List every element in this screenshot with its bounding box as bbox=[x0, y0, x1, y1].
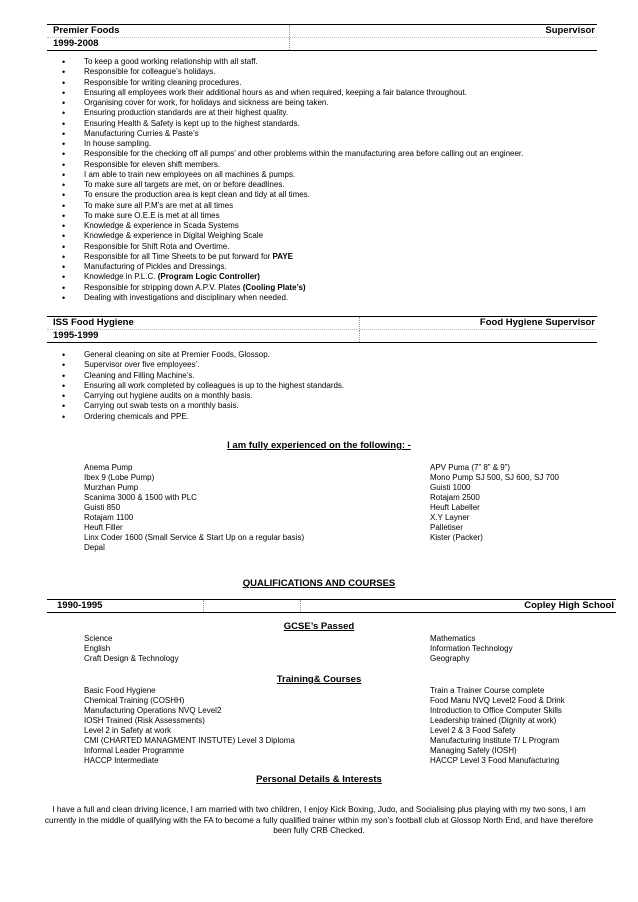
right-item: Information Technology bbox=[430, 644, 513, 653]
duty-item: • Responsible for the checking off all pumps’ and other problems within the manufacturing area before calling out an engineer. bbox=[62, 149, 523, 159]
left-item: Rotajam 1100 bbox=[84, 513, 134, 522]
list-item bbox=[84, 696, 584, 706]
list-item bbox=[84, 493, 584, 503]
left-item: CMI (CHARTED MANAGMENT INSTUTE) Level 3 Diploma bbox=[84, 736, 295, 745]
list-item bbox=[84, 473, 584, 483]
duty-item: • Responsible for stripping down A.P.V. Plates (Cooling Plate’s) bbox=[62, 283, 523, 293]
left-item: Guisti 850 bbox=[84, 503, 121, 512]
duty-item: • Ensuring all work completed by colleagues is up to the highest standards. bbox=[62, 381, 344, 391]
right-item: HACCP Level 3 Food Manufacturing bbox=[430, 756, 560, 765]
left-item: Linx Coder 1600 (Small Service & Start Up on a regular basis) bbox=[84, 533, 305, 542]
right-item: Mathematics bbox=[430, 634, 476, 643]
list-item bbox=[84, 716, 584, 726]
duty-item: • Carrying out hygiene audits on a monthly basis. bbox=[62, 391, 344, 401]
duty-item: • Responsible for colleague’s holidays. bbox=[62, 67, 523, 77]
list-item bbox=[84, 634, 584, 644]
left-item: Level 2 in Safety at work bbox=[84, 726, 172, 735]
right-item: Train a Trainer Course complete bbox=[430, 686, 545, 695]
duty-item: • To make sure all targets are met, on or before deadlines. bbox=[62, 180, 523, 190]
job-header-iss-food-hygiene bbox=[47, 316, 597, 343]
left-item: English bbox=[84, 644, 111, 653]
left-item: Manufacturing Operations NVQ Level2 bbox=[84, 706, 222, 715]
list-item bbox=[84, 523, 584, 533]
personal-text: I have a full and clean driving licence, I am married with two children, I enjoy Kick Boxing, Judo, and Socialising plus playing with my two sons, I am currently in the middle of qualifying with the FA to become a fully qualified trainer within my son’s football club at Glossop North End, and have therefore been fully CRB Checked. bbox=[44, 805, 594, 835]
duty-item: • To make sure O.E.E is met at all times bbox=[62, 211, 523, 221]
left-item: IOSH Trained (Risk Assessments) bbox=[84, 716, 205, 725]
duty-item: • Cleaning and Filling Machine’s. bbox=[62, 371, 344, 381]
left-item: HACCP Intermediate bbox=[84, 756, 159, 765]
list-item bbox=[84, 533, 584, 543]
school-years: 1990-1995 bbox=[47, 600, 204, 612]
duty-item: • Responsible for writing cleaning procedures. bbox=[62, 78, 523, 88]
qualifications-heading: QUALIFICATIONS AND COURSES bbox=[242, 578, 396, 589]
job-header-premier-foods bbox=[47, 24, 597, 51]
school-header bbox=[47, 599, 616, 613]
list-item bbox=[84, 686, 584, 696]
experience-heading: I am fully experienced on the following: - bbox=[227, 440, 411, 451]
left-item: Heuft Filler bbox=[84, 523, 123, 532]
right-item: Manufacturing Institute T/ L Program bbox=[430, 736, 560, 745]
duty-item: • To ensure the production area is kept clean and tidy at all times. bbox=[62, 190, 523, 200]
job-company: ISS Food Hygiene bbox=[47, 317, 360, 329]
list-item bbox=[84, 483, 584, 493]
left-item: Ibex 9 (Lobe Pump) bbox=[84, 473, 155, 482]
list-item bbox=[84, 746, 584, 756]
duty-item: • Ensuring all employees work their additional hours as and when required, keeping a fair balance throughout. bbox=[62, 88, 523, 98]
job-years: 1995-1999 bbox=[47, 330, 360, 342]
training-heading: Training& Courses bbox=[276, 674, 362, 685]
right-item: X.Y Layner bbox=[430, 513, 470, 522]
list-item bbox=[84, 644, 584, 654]
right-item: Food Manu NVQ Level2 Food & Drink bbox=[430, 696, 565, 705]
left-item: Craft Design & Technology bbox=[84, 654, 179, 663]
right-item: Level 2 & 3 Food Safety bbox=[430, 726, 516, 735]
duties-list-iss bbox=[62, 350, 344, 422]
duty-item: • Organising cover for work, for holidays and sickness are being taken. bbox=[62, 98, 523, 108]
experience-columns bbox=[84, 463, 584, 553]
right-item: Geography bbox=[430, 654, 470, 663]
list-item bbox=[84, 726, 584, 736]
duty-item: • Responsible for all Time Sheets to be put forward for PAYE bbox=[62, 252, 523, 262]
left-item: Murzhan Pump bbox=[84, 483, 139, 492]
job-years: 1999-2008 bbox=[47, 38, 290, 50]
right-item: Introduction to Office Computer Skills bbox=[430, 706, 562, 715]
duty-item: • Supervisor over five employees’. bbox=[62, 360, 344, 370]
training-columns bbox=[84, 686, 584, 766]
gcse-heading: GCSE’s Passed bbox=[283, 621, 355, 632]
left-item: Depal bbox=[84, 543, 105, 552]
duty-item: • Carrying out swab tests on a monthly basis. bbox=[62, 401, 344, 411]
duty-item: • Ensuring production standards are at their highest quality. bbox=[62, 108, 523, 118]
left-item: Informal Leader Programme bbox=[84, 746, 185, 755]
list-item bbox=[84, 503, 584, 513]
right-item: Managing Safely (IOSH) bbox=[430, 746, 517, 755]
duty-item: • Ensuring Health & Safety is kept up to the highest standards. bbox=[62, 119, 523, 129]
duty-item: • I am able to train new employees on all machines & pumps. bbox=[62, 170, 523, 180]
duty-item: • To keep a good working relationship with all staff. bbox=[62, 57, 523, 67]
job-company: Premier Foods bbox=[47, 25, 290, 37]
left-item: Anema Pump bbox=[84, 463, 133, 472]
duty-item: • Knowledge in P.L.C. (Program Logic Controller) bbox=[62, 272, 523, 282]
school-name: Copley High School bbox=[524, 600, 614, 611]
list-item bbox=[84, 463, 584, 473]
duty-item: • Responsible for eleven shift members. bbox=[62, 160, 523, 170]
duty-item: • Dealing with investigations and disciplinary when needed. bbox=[62, 293, 523, 303]
job-role: Food Hygiene Supervisor bbox=[479, 317, 595, 328]
left-item: Basic Food Hygiene bbox=[84, 686, 156, 695]
right-item: Kister (Packer) bbox=[430, 533, 483, 542]
right-item: APV Puma (7” 8” & 9”) bbox=[430, 463, 511, 472]
right-item: Leadership trained (Dignity at work) bbox=[430, 716, 557, 725]
right-item: Mono Pump SJ 500, SJ 600, SJ 700 bbox=[430, 473, 559, 482]
duty-item: • Manufacturing Curries & Paste’s bbox=[62, 129, 523, 139]
duties-list-premier-foods bbox=[62, 57, 523, 303]
right-item: Rotajam 2500 bbox=[430, 493, 480, 502]
personal-heading: Personal Details & Interests bbox=[256, 774, 382, 785]
right-item: Palletiser bbox=[430, 523, 463, 532]
duty-item: • Knowledge & experience in Digital Weighing Scale bbox=[62, 231, 523, 241]
duty-item: • In house sampling. bbox=[62, 139, 523, 149]
duty-item: • Manufacturing of Pickles and Dressings. bbox=[62, 262, 523, 272]
list-item bbox=[84, 736, 584, 746]
left-item: Chemical Training (COSHH) bbox=[84, 696, 185, 705]
list-item bbox=[84, 654, 584, 664]
duty-item: • Knowledge & experience in Scada Systems bbox=[62, 221, 523, 231]
duty-item: • Responsible for Shift Rota and Overtime. bbox=[62, 242, 523, 252]
duty-item: • Ordering chemicals and PPE. bbox=[62, 412, 344, 422]
list-item bbox=[84, 513, 584, 523]
job-role: Supervisor bbox=[545, 25, 595, 36]
duty-item: • General cleaning on site at Premier Foods, Glossop. bbox=[62, 350, 344, 360]
list-item bbox=[84, 706, 584, 716]
gcse-columns bbox=[84, 634, 584, 664]
list-item bbox=[84, 756, 584, 766]
left-item: Science bbox=[84, 634, 113, 643]
right-item: Guisti 1000 bbox=[430, 483, 471, 492]
right-item: Heuft Labeller bbox=[430, 503, 480, 512]
left-item: Scanima 3000 & 1500 with PLC bbox=[84, 493, 197, 502]
list-item bbox=[84, 543, 584, 553]
duty-item: • To make sure all P.M’s are met at all times bbox=[62, 201, 523, 211]
